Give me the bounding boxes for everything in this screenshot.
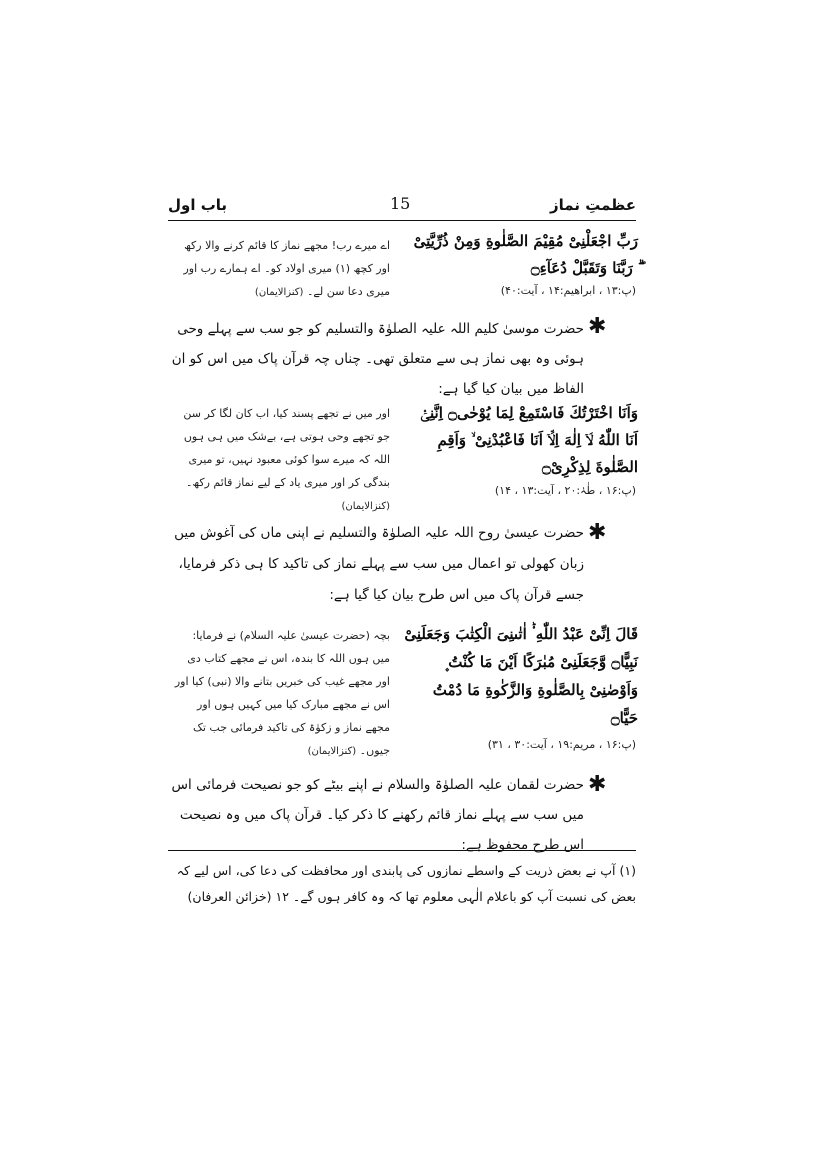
bullet-star-icon: ✱: [588, 314, 607, 339]
translation-3: [172, 624, 390, 763]
translation-text-1: اے میرے رب! مجھے نماز کا قائم کرنے والا رکھ اور کچھ (۱) میری اولاد کو۔ اے ہمارے رب اور میری دعا سن لے۔: [183, 239, 390, 298]
translation-2: [172, 402, 390, 518]
book-title: عظمتِ نماز: [550, 196, 636, 214]
translation-source-2: (کنزالایمان): [341, 501, 390, 512]
translation-1: [172, 234, 390, 304]
verse-reference-3: (پ:۱۶ ، مریم:۱۹ ، آیت:۳۰ ، ۳۱): [487, 738, 636, 751]
footnote: (۱) آپ نے بعض ذریت کے واسطے نمازوں کی پابندی اور محافظت کی دعا کی، اس لیے کہ بعض کی نسبت آپ کو باعلام الٰہی معلوم تھا کہ وہ کافر ہوں گے۔ ۱۲ (خزائن العرفان): [176, 863, 636, 904]
paragraph-isa: حضرت عیسیٰ روح اللہ علیہ الصلوٰۃ والتسلیم نے اپنی ماں کی آغوش میں زبان کھولی تو اعمال میں سب سے پہلے نماز کی تاکید کا ہی ذکر فرمایا، جسے قرآن پاک میں اس طرح بیان کیا گیا ہے:: [174, 525, 584, 603]
paragraph-musa: حضرت موسیٰ کلیم اللہ علیہ الصلوٰۃ والتسلیم کو جو سب سے پہلے وحی ہوئی وہ بھی نماز ہی سے متعلق تھی۔ چناں چہ قرآن پاک میں اس کو ان الفاظ میں بیان کیا گیا ہے:: [171, 321, 584, 397]
translation-source-1: (کنزالایمان): [254, 287, 304, 298]
verse-reference-2: (پ:۱۶ ، طٰہٰ:۲۰ ، آیت:۱۳ ، ۱۴): [494, 484, 636, 497]
translation-text-3: بچہ (حضرت عیسیٰ علیہ السلام) نے فرمایا: میں ہوں اللہ کا بندہ، اس نے مجھے کتاب دی اور مجھے غیب کی خبریں بتانے والا (نبی) کیا اور اس نے مجھے مبارک کیا میں کہیں ہوں اور مجھے نماز و زکوٰۃ کی تاکید فرمائی جب تک جیوں۔: [174, 629, 390, 757]
translation-source-3: (کنزالایمان): [307, 746, 357, 757]
page-number: 15: [390, 194, 411, 213]
verse-reference-1: (پ:۱۳ ، ابراھیم:۱۴ ، آیت:۴۰): [500, 284, 636, 297]
header-rule: [168, 220, 636, 221]
page-header: [168, 196, 636, 218]
chapter-title: باب اول: [168, 196, 228, 214]
bullet-star-icon: ✱: [588, 520, 607, 545]
translation-text-2: اور میں نے تجھے پسند کیا، اب کان لگا کر سن جو تجھے وحی ہوتی ہے، بےشک میں ہی ہوں اللہ کہ میرے سوا کوئی معبود نہیں، تو میری بندگی کر اور میری یاد کے لیے نماز قائم رکھ۔: [183, 407, 390, 489]
footnote-rule: [168, 850, 636, 851]
arabic-verse-1: رَبِّ اجْعَلْنِیْ مُقِیْمَ الصَّلٰوةِ وَمِنْ ذُرِّیَّتِیْ ۖۗ رَبَّنَا وَتَقَبَّلْ دُعَآءِ۝: [413, 232, 638, 277]
paragraph-luqman: حضرت لقمان علیہ الصلوٰۃ والسلام نے اپنے بیٹے کو جو نصیحت فرمائی اس میں سب سے پہلے نماز قائم رکھنے کا ذکر کیا۔ قرآن پاک میں وہ نصیحت اس طرح محفوظ ہے:: [171, 777, 584, 853]
bullet-star-icon: ✱: [588, 772, 607, 797]
arabic-verse-3: قَالَ اِنِّیْ عَبْدُ اللّٰهِ ۟ؕ اٰتٰىنِیَ الْكِتٰبَ وَجَعَلَنِیْ نَبِیًّا۝ وَّجَعَلَنِیْ مُبٰرَكًا اَیْنَ مَا كُنْتُ ۪ وَاَوْصٰنِیْ بِالصَّلٰوةِ وَالزَّكٰوةِ مَا دُمْتُ حَیًّا۝: [404, 625, 638, 727]
arabic-verse-2: وَاَنَا اخْتَرْتُكَ فَاسْتَمِعْ لِمَا یُوْحٰی۝ اِنَّنِیْۤ اَنَا اللّٰهُ لَاۤ اِلٰهَ اِلَّاۤ اَنَا فَاعْبُدْنِیْ ۙ وَاَقِمِ الصَّلٰوةَ لِذِكْرِیْ۝: [420, 404, 638, 476]
